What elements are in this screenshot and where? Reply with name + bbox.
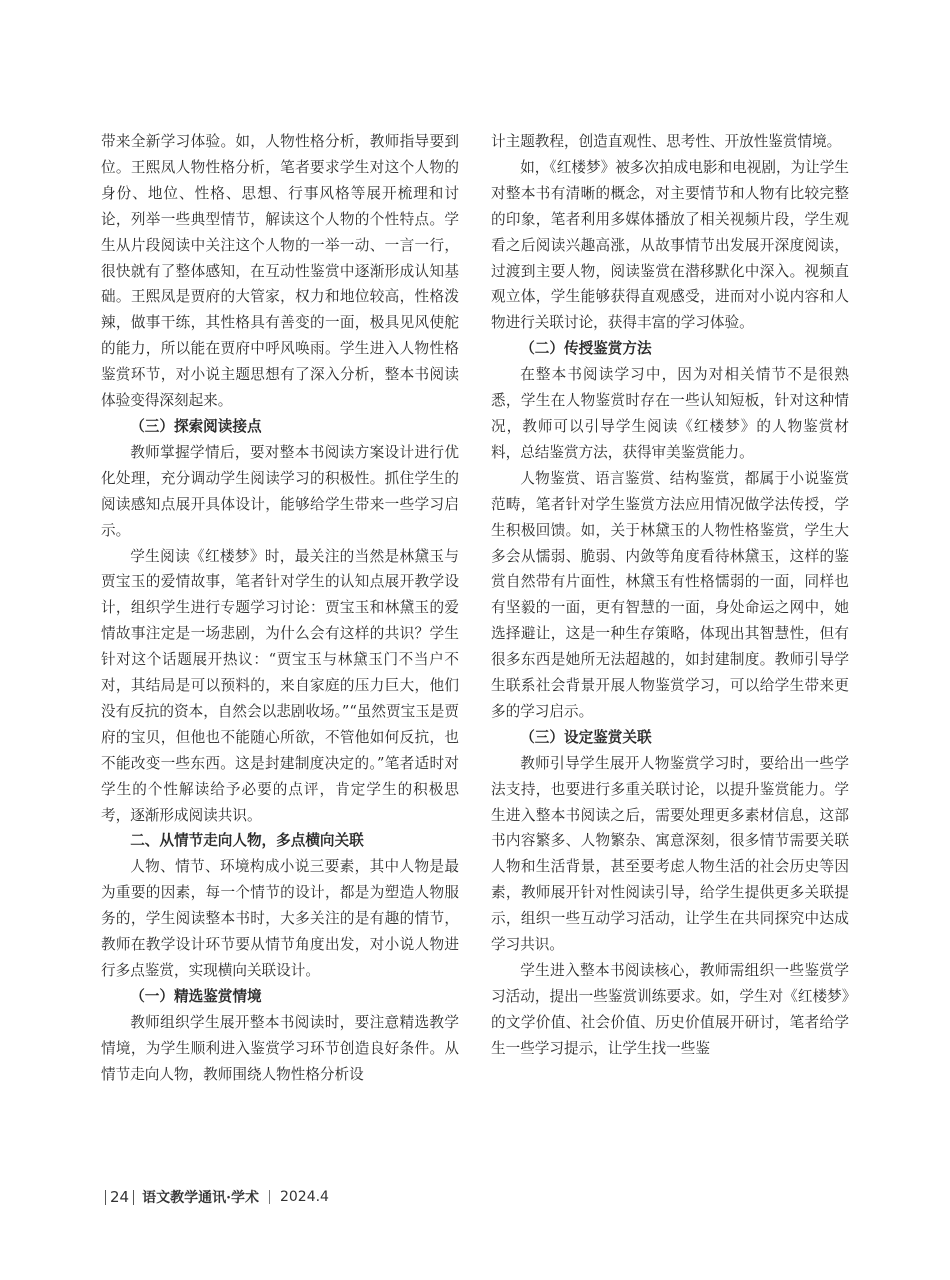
body-paragraph: 如，《红楼梦》被多次拍成电影和电视剧，为让学生对整本书有清晰的概念，对主要情节和人物有比较完整的印象，笔者利用多媒体播放了相关视频片段，学生观看之后阅读兴趣高涨，从故事情节出发展开深度阅读，过渡到主要人物，阅读鉴赏在潜移默化中深入。视频直观立体，学生能够获得直观感受，进而对小说内容和人物进行关联讨论，获得丰富的学习体验。	[491, 158, 849, 332]
body-paragraph: 教师引导学生展开人物鉴赏学习时，要给出一些学法支持，也要进行多重关联讨论，以提升鉴赏能力。学生进入整本书阅读之后，需要处理更多素材信息，这部书内容繁多、人物繁杂、寓意深刻，很多情节需要关联人物和生活背景，甚至要考虑人物生活的社会历史等因素，教师展开针对性阅读引导，给学生提供更多关联提示，组织一些互动学习活动，让学生在共同探究中达成学习共识。	[491, 754, 849, 954]
subsection-heading: （二）传授鉴赏方法	[520, 340, 652, 358]
body-paragraph: 在整本书阅读学习中，因为对相关情节不是很熟悉，学生在人物鉴赏时存在一些认知短板，针对这种情况，教师可以引导学生阅读《红楼梦》的人物鉴赏材料，总结鉴赏方法，获得审美鉴赏能力。	[491, 366, 849, 461]
subsection-heading: （一）精选鉴赏情境	[130, 987, 262, 1005]
body-paragraph: 带来全新学习体验。如，人物性格分析，教师指导要到位。王熙凤人物性格分析，笔者要求学生对这个人物的身份、地位、性格、思想、行事风格等展开梳理和讨论，列举一些典型情节，解读这个人物的个性特点。学生从片段阅读中关注这个人物的一举一动、一言一行，很快就有了整体感知，在互动性鉴赏中逐渐形成认知基础。王熙凤是贾府的大管家，权力和地位较高，性格泼辣，做事干练，其性格具有善变的一面，极具见风使舵的能力，所以能在贾府中呼风唤雨。学生进入人物性格鉴赏环节，对小说主题思想有了深入分析，整本书阅读体验变得深刻起来。	[101, 133, 459, 410]
divider	[105, 1190, 106, 1205]
body-paragraph: 人物鉴赏、语言鉴赏、结构鉴赏，都属于小说鉴赏范畴，笔者针对学生鉴赏方法应用情况做学法传授，学生积极回馈。如，关于林黛玉的人物性格鉴赏，学生大多会从懦弱、脆弱、内敛等角度看待林黛玉，这样的鉴赏自然带有片面性，林黛玉有性格懦弱的一面，同样也有坚毅的一面，更有智慧的一面，身处命运之网中，她选择避让，这是一种生存策略，体现出其智慧性，但有很多东西是她所无法超越的，如封建制度。教师引导学生联系社会背景开展人物鉴赏学习，可以给学生带来更多的学习启示。	[491, 469, 849, 720]
divider	[133, 1190, 134, 1205]
section-heading: 二、从情节走向人物，多点横向关联	[130, 832, 364, 850]
body-paragraph: 学生阅读《红楼梦》时，最关注的当然是林黛玉与贾宝玉的爱情故事，笔者针对学生的认知点展开教学设计，组织学生进行专题学习讨论：贾宝玉和林黛玉的爱情故事注定是一场悲剧，为什么会有这样的共识？学生针对这个话题展开热议：“贾宝玉与林黛玉门不当户不对，其结局是可以预料的，来自家庭的压力巨大，他们没有反抗的资本，自然会以悲剧收场。”“虽然贾宝玉是贾府的宝贝，但他也不能随心所欲，不管他如何反抗，也不能改变一些东西。这是封建制度决定的。”笔者适时对学生的个性解读给予必要的点评，肯定学生的积极思考，逐渐形成阅读共识。	[101, 547, 459, 824]
page-number: 24	[110, 1188, 130, 1206]
right-column	[491, 129, 849, 1062]
left-column	[101, 129, 459, 1088]
body-paragraph: 教师掌握学情后，要对整本书阅读方案设计进行优化处理，充分调动学生阅读学习的积极性。抓住学生的阅读感知点展开具体设计，能够给学生带来一些学习启示。	[101, 443, 459, 539]
subsection-heading: （三）探索阅读接点	[130, 417, 262, 435]
journal-title: 语文教学通讯·学术	[142, 1190, 259, 1206]
subsection-heading: （三）设定鉴赏关联	[520, 728, 652, 746]
issue-number: 2024.4	[279, 1189, 329, 1205]
body-paragraph: 人物、情节、环境构成小说三要素，其中人物是最为重要的因素，每一个情节的设计，都是为塑造人物服务的，学生阅读整本书时，大多关注的是有趣的情节，教师在教学设计环节要从情节角度出发，对小说人物进行多点鉴赏，实现横向关联设计。	[101, 858, 459, 979]
body-paragraph: 计主题教程，创造直观性、思考性、开放性鉴赏情境。	[491, 133, 842, 150]
body-paragraph: 教师组织学生展开整本书阅读时，要注意精选教学情境，为学生顺利进入鉴赏学习环节创造良好条件。从情节走向人物，教师围绕人物性格分析设	[101, 1013, 459, 1083]
body-paragraph: 学生进入整本书阅读核心，教师需组织一些鉴赏学习活动，提出一些鉴赏训练要求。如，学生对《红楼梦》的文学价值、社会价值、历史价值展开研讨，笔者给学生一些学习提示，让学生找一些鉴	[491, 962, 849, 1057]
page-footer	[101, 1186, 329, 1208]
divider	[269, 1190, 270, 1204]
